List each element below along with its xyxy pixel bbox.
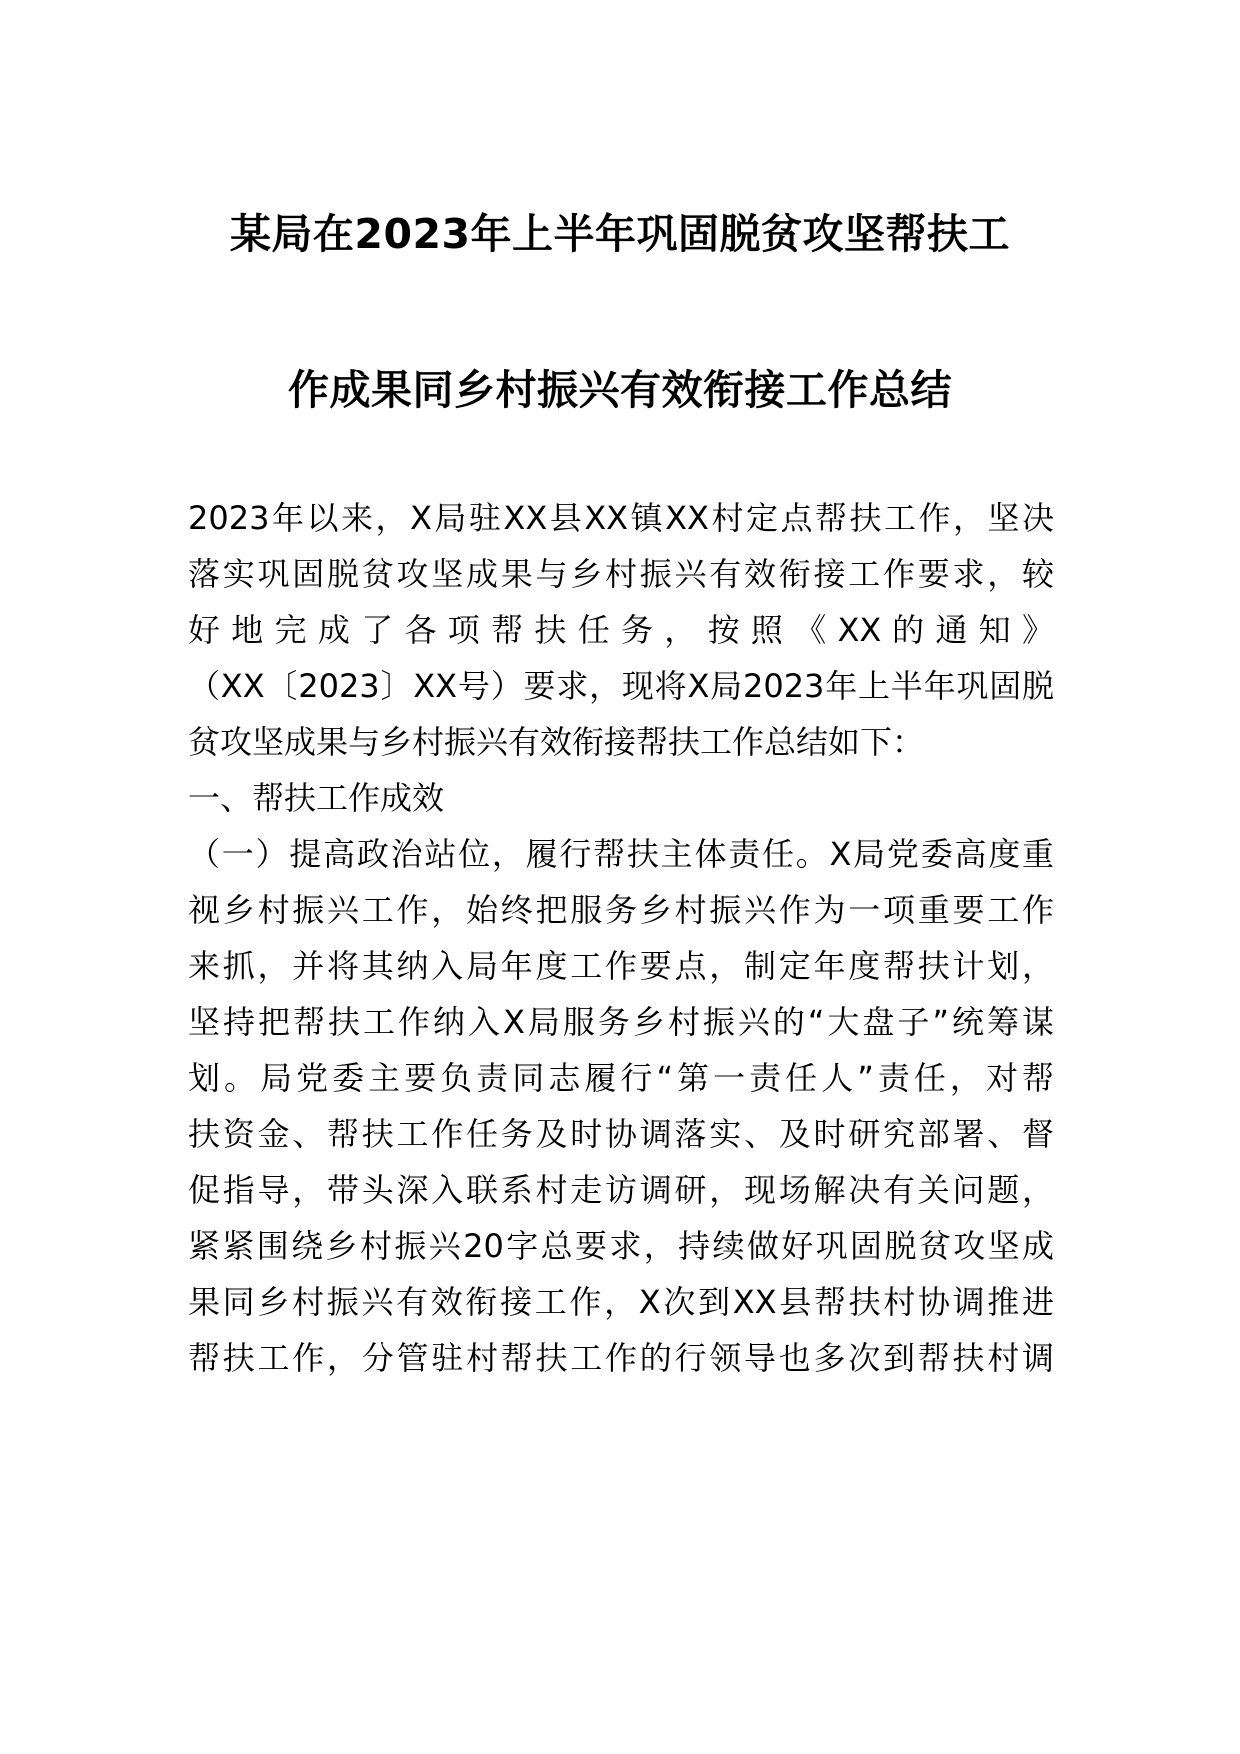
body-line-13: 促指导，带头深入联系村走访调研，现场解决有关问题， [188, 1171, 1054, 1209]
body-line-8: 视乡村振兴工作，始终把服务乡村振兴作为一项重要工作 [188, 891, 1054, 929]
body-line-2: 落实巩固脱贫攻坚成果与乡村振兴有效衔接工作要求，较 [188, 555, 1054, 593]
document-title-line-2: 作成果同乡村振兴有效衔接工作总结 [288, 366, 952, 414]
body-line-15: 果同乡村振兴有效衔接工作，X次到XX县帮扶村协调推进 [188, 1283, 1054, 1321]
body-line-4: （XX〔2023〕XX号）要求，现将X局2023年上半年巩固脱 [188, 667, 1054, 705]
body-line-12: 扶资金、帮扶工作任务及时协调落实、及时研究部署、督 [188, 1115, 1054, 1153]
body-line-16: 帮扶工作，分管驻村帮扶工作的行领导也多次到帮扶村调 [188, 1339, 1054, 1377]
body-line-11: 划。局党委主要负责同志履行“第一责任人”责任，对帮 [188, 1059, 1054, 1097]
body-line-1: 2023年以来，X局驻XX县XX镇XX村定点帮扶工作，坚决 [188, 499, 1054, 537]
body-line-7: （一）提高政治站位，履行帮扶主体责任。X局党委高度重 [188, 835, 1054, 873]
document-title-line-1: 某局在2023年上半年巩固脱贫攻坚帮扶工 [229, 210, 1011, 258]
body-line-10: 坚持把帮扶工作纳入X局服务乡村振兴的“大盘子”统筹谋 [188, 1003, 1054, 1041]
body-line-5: 贫攻坚成果与乡村振兴有效衔接帮扶工作总结如下： [188, 723, 925, 761]
body-line-14: 紧紧围绕乡村振兴20字总要求，持续做好巩固脱贫攻坚成 [188, 1227, 1054, 1265]
body-line-9: 来抓，并将其纳入局年度工作要点，制定年度帮扶计划， [188, 947, 1054, 985]
section-heading-1: 一、帮扶工作成效 [188, 779, 445, 817]
body-line-3: 好 地 完 成 了 各 项 帮 扶 任 务 ， 按 照 《 XX 的 通 知 》 [188, 611, 1054, 649]
